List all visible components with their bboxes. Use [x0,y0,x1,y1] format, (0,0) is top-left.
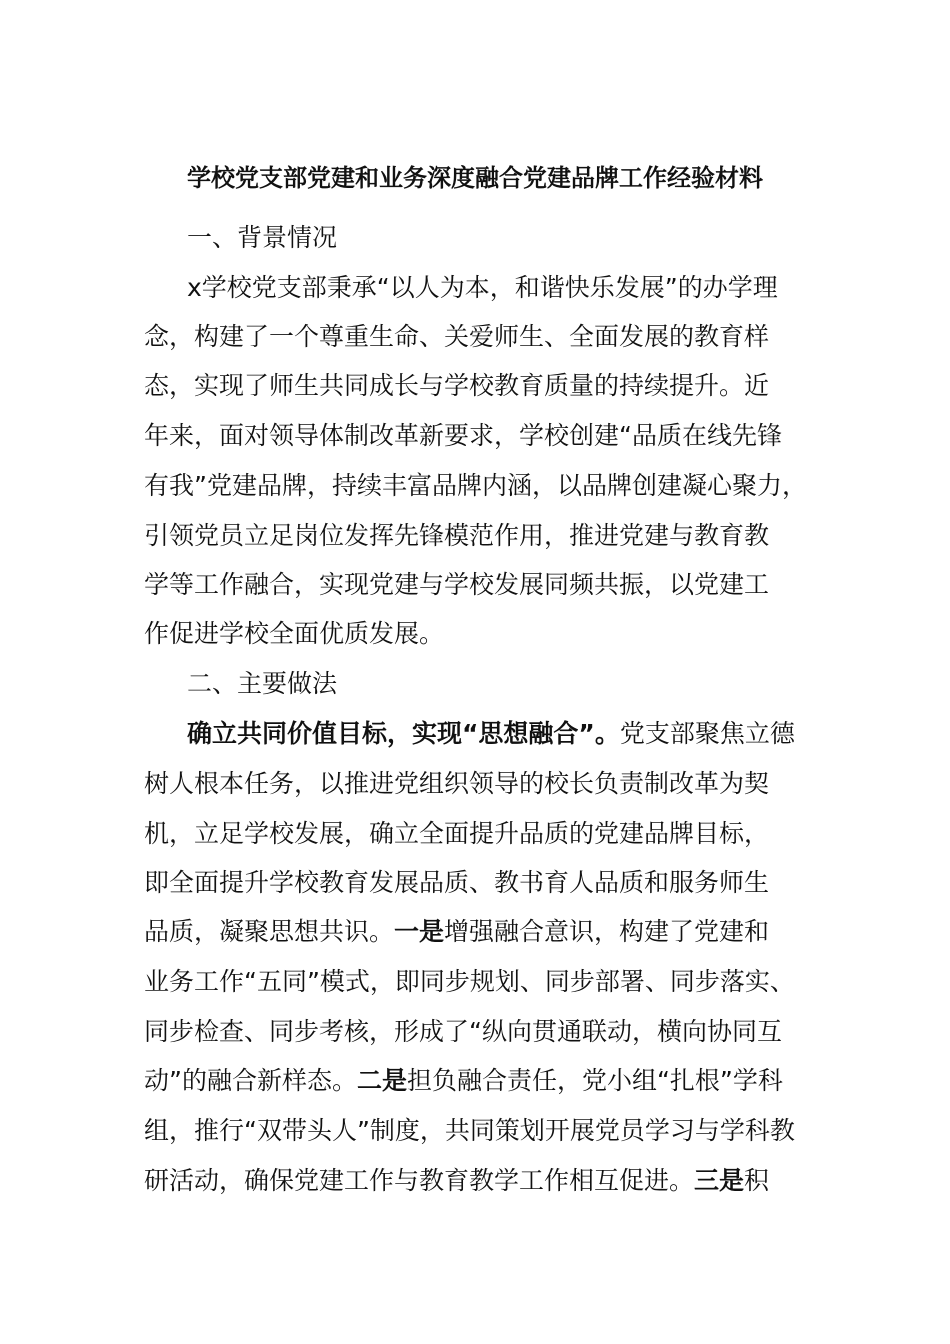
bold-lead-sentence: 确立共同价值目标，实现“思想融合”。 [187,719,620,748]
bold-enumerator: 一是 [394,917,445,946]
paragraph-line: 作促进学校全面优质发展。 [144,619,445,648]
paragraph-line: 业务工作“五同”模式，即同步规划、同步部署、同步落实、 [144,967,795,996]
document-title: 学校党支部党建和业务深度融合党建品牌工作经验材料 [187,164,763,192]
paragraph-line [144,914,769,950]
bold-enumerator: 三是 [694,1166,745,1195]
section-heading-main-practices: 二、主要做法 [187,669,338,698]
paragraph-line: 即全面提升学校教育发展品质、教书育人品质和服务师生 [144,868,770,897]
paragraph-line [187,716,795,752]
paragraph-text: 品质，凝聚思想共识。 [144,917,395,946]
paragraph-text: 研活动，确保党建工作与教育教学工作相互促进。 [144,1166,695,1195]
paragraph-line [144,1063,783,1099]
paragraph-text: 担负融合责任，党小组“扎根”学科 [406,1066,783,1095]
paragraph-line: 有我”党建品牌，持续丰富品牌内涵，以品牌创建凝心聚力， [144,471,807,500]
paragraph-line: 引领党员立足岗位发挥先锋模范作用，推进党建与教育教 [144,521,770,550]
bold-enumerator: 二是 [356,1066,407,1095]
paragraph-text: 增强融合意识，构建了党建和 [444,917,770,946]
paragraph-text: 动”的融合新样态。 [144,1066,357,1095]
section-heading-background: 一、背景情况 [187,223,338,252]
paragraph-line: 机，立足学校发展，确立全面提升品质的党建品牌目标， [144,819,770,848]
paragraph-line: 念，构建了一个尊重生命、关爱师生、全面发展的教育样 [144,322,770,351]
paragraph-line: 学等工作融合，实现党建与学校发展同频共振，以党建工 [144,570,770,599]
paragraph-line [144,1163,769,1199]
paragraph-line: x学校党支部秉承“以人为本，和谐快乐发展”的办学理 [187,273,778,302]
paragraph-text: 积 [744,1166,770,1195]
paragraph-text: 党支部聚焦立德 [619,719,795,748]
paragraph-line: 树人根本任务，以推进党组织领导的校长负责制改革为契 [144,769,770,798]
paragraph-line: 态，实现了师生共同成长与学校教育质量的持续提升。近 [144,371,770,400]
paragraph-line: 年来，面对领导体制改革新要求，学校创建“品质在线先锋 [144,421,782,450]
paragraph-line: 组，推行“双带头人”制度，共同策划开展党员学习与学科教 [144,1116,795,1145]
paragraph-line: 同步检查、同步考核，形成了“纵向贯通联动，横向协同互 [144,1017,782,1046]
